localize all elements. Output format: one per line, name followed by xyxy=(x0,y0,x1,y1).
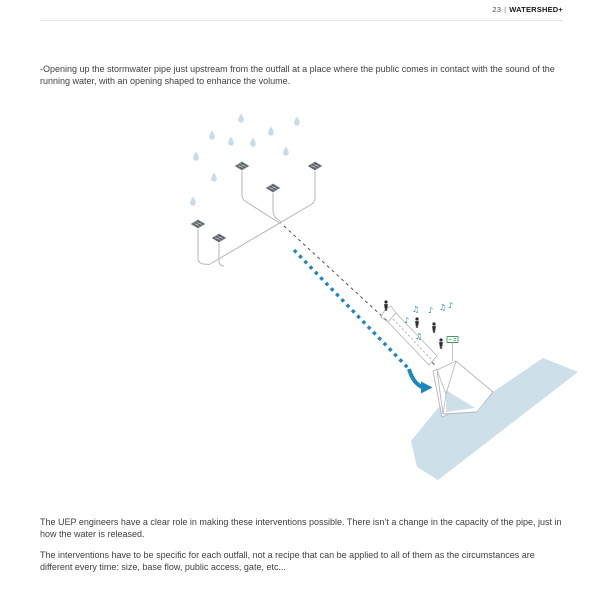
catch-basin-icon xyxy=(235,162,249,170)
raindrop-icon xyxy=(190,197,196,206)
music-note-icon: ♫ xyxy=(415,332,423,341)
raindrop-icon xyxy=(283,147,289,156)
person-icon xyxy=(432,322,436,333)
person-icon xyxy=(415,317,419,328)
raindrop-icon xyxy=(211,173,217,182)
catch-basin-icon xyxy=(191,220,205,228)
person-icon xyxy=(439,338,443,349)
music-note-icon: ♪ xyxy=(404,316,410,325)
flow-arrowhead-icon xyxy=(421,382,433,394)
caption-text xyxy=(40,517,568,583)
raindrop-icon xyxy=(228,137,234,146)
catch-basin-icon xyxy=(212,234,226,242)
raindrop-icon xyxy=(193,152,199,161)
music-note-icon: ♪ xyxy=(448,301,454,310)
music-note-icon: ♪ xyxy=(428,306,434,315)
raindrop-icon xyxy=(294,117,300,126)
interpretive-sign-icon xyxy=(447,337,458,362)
raindrop-icon xyxy=(268,127,274,136)
publication-title: WATERSHED+ xyxy=(509,5,563,14)
catch-basin-icon xyxy=(266,184,280,192)
raindrop-icon xyxy=(250,138,256,147)
raindrop-icon xyxy=(238,114,244,123)
water-flow-arrow xyxy=(294,250,433,394)
pipe-network xyxy=(198,171,315,266)
music-note-icon: ♫ xyxy=(412,305,420,314)
body-paragraph: The UEP engineers have a clear role in making these interventions possible. There isn’t a change in the capacity of the pipe, just in how the water is released. xyxy=(40,517,562,539)
catch-basin-icon xyxy=(308,162,322,170)
header-separator: | xyxy=(504,5,507,14)
music-note-icon: ♫ xyxy=(439,303,447,312)
intro-paragraph: -Opening up the stormwater pipe just upstream from the outfall at a place where the public comes in contact with the sound of the running water, with an opening shaped to enhance the volume. xyxy=(40,64,555,86)
raindrops-group xyxy=(190,114,300,206)
raindrop-icon xyxy=(209,131,215,140)
page-number: 23 xyxy=(492,5,502,14)
body-paragraph: The interventions have to be specific for each outfall, not a recipe that can be applied to all of them as the circumstances are different every time: size, base flow, public access, gate, etc... xyxy=(40,550,535,572)
catch-basins-group xyxy=(191,162,322,242)
